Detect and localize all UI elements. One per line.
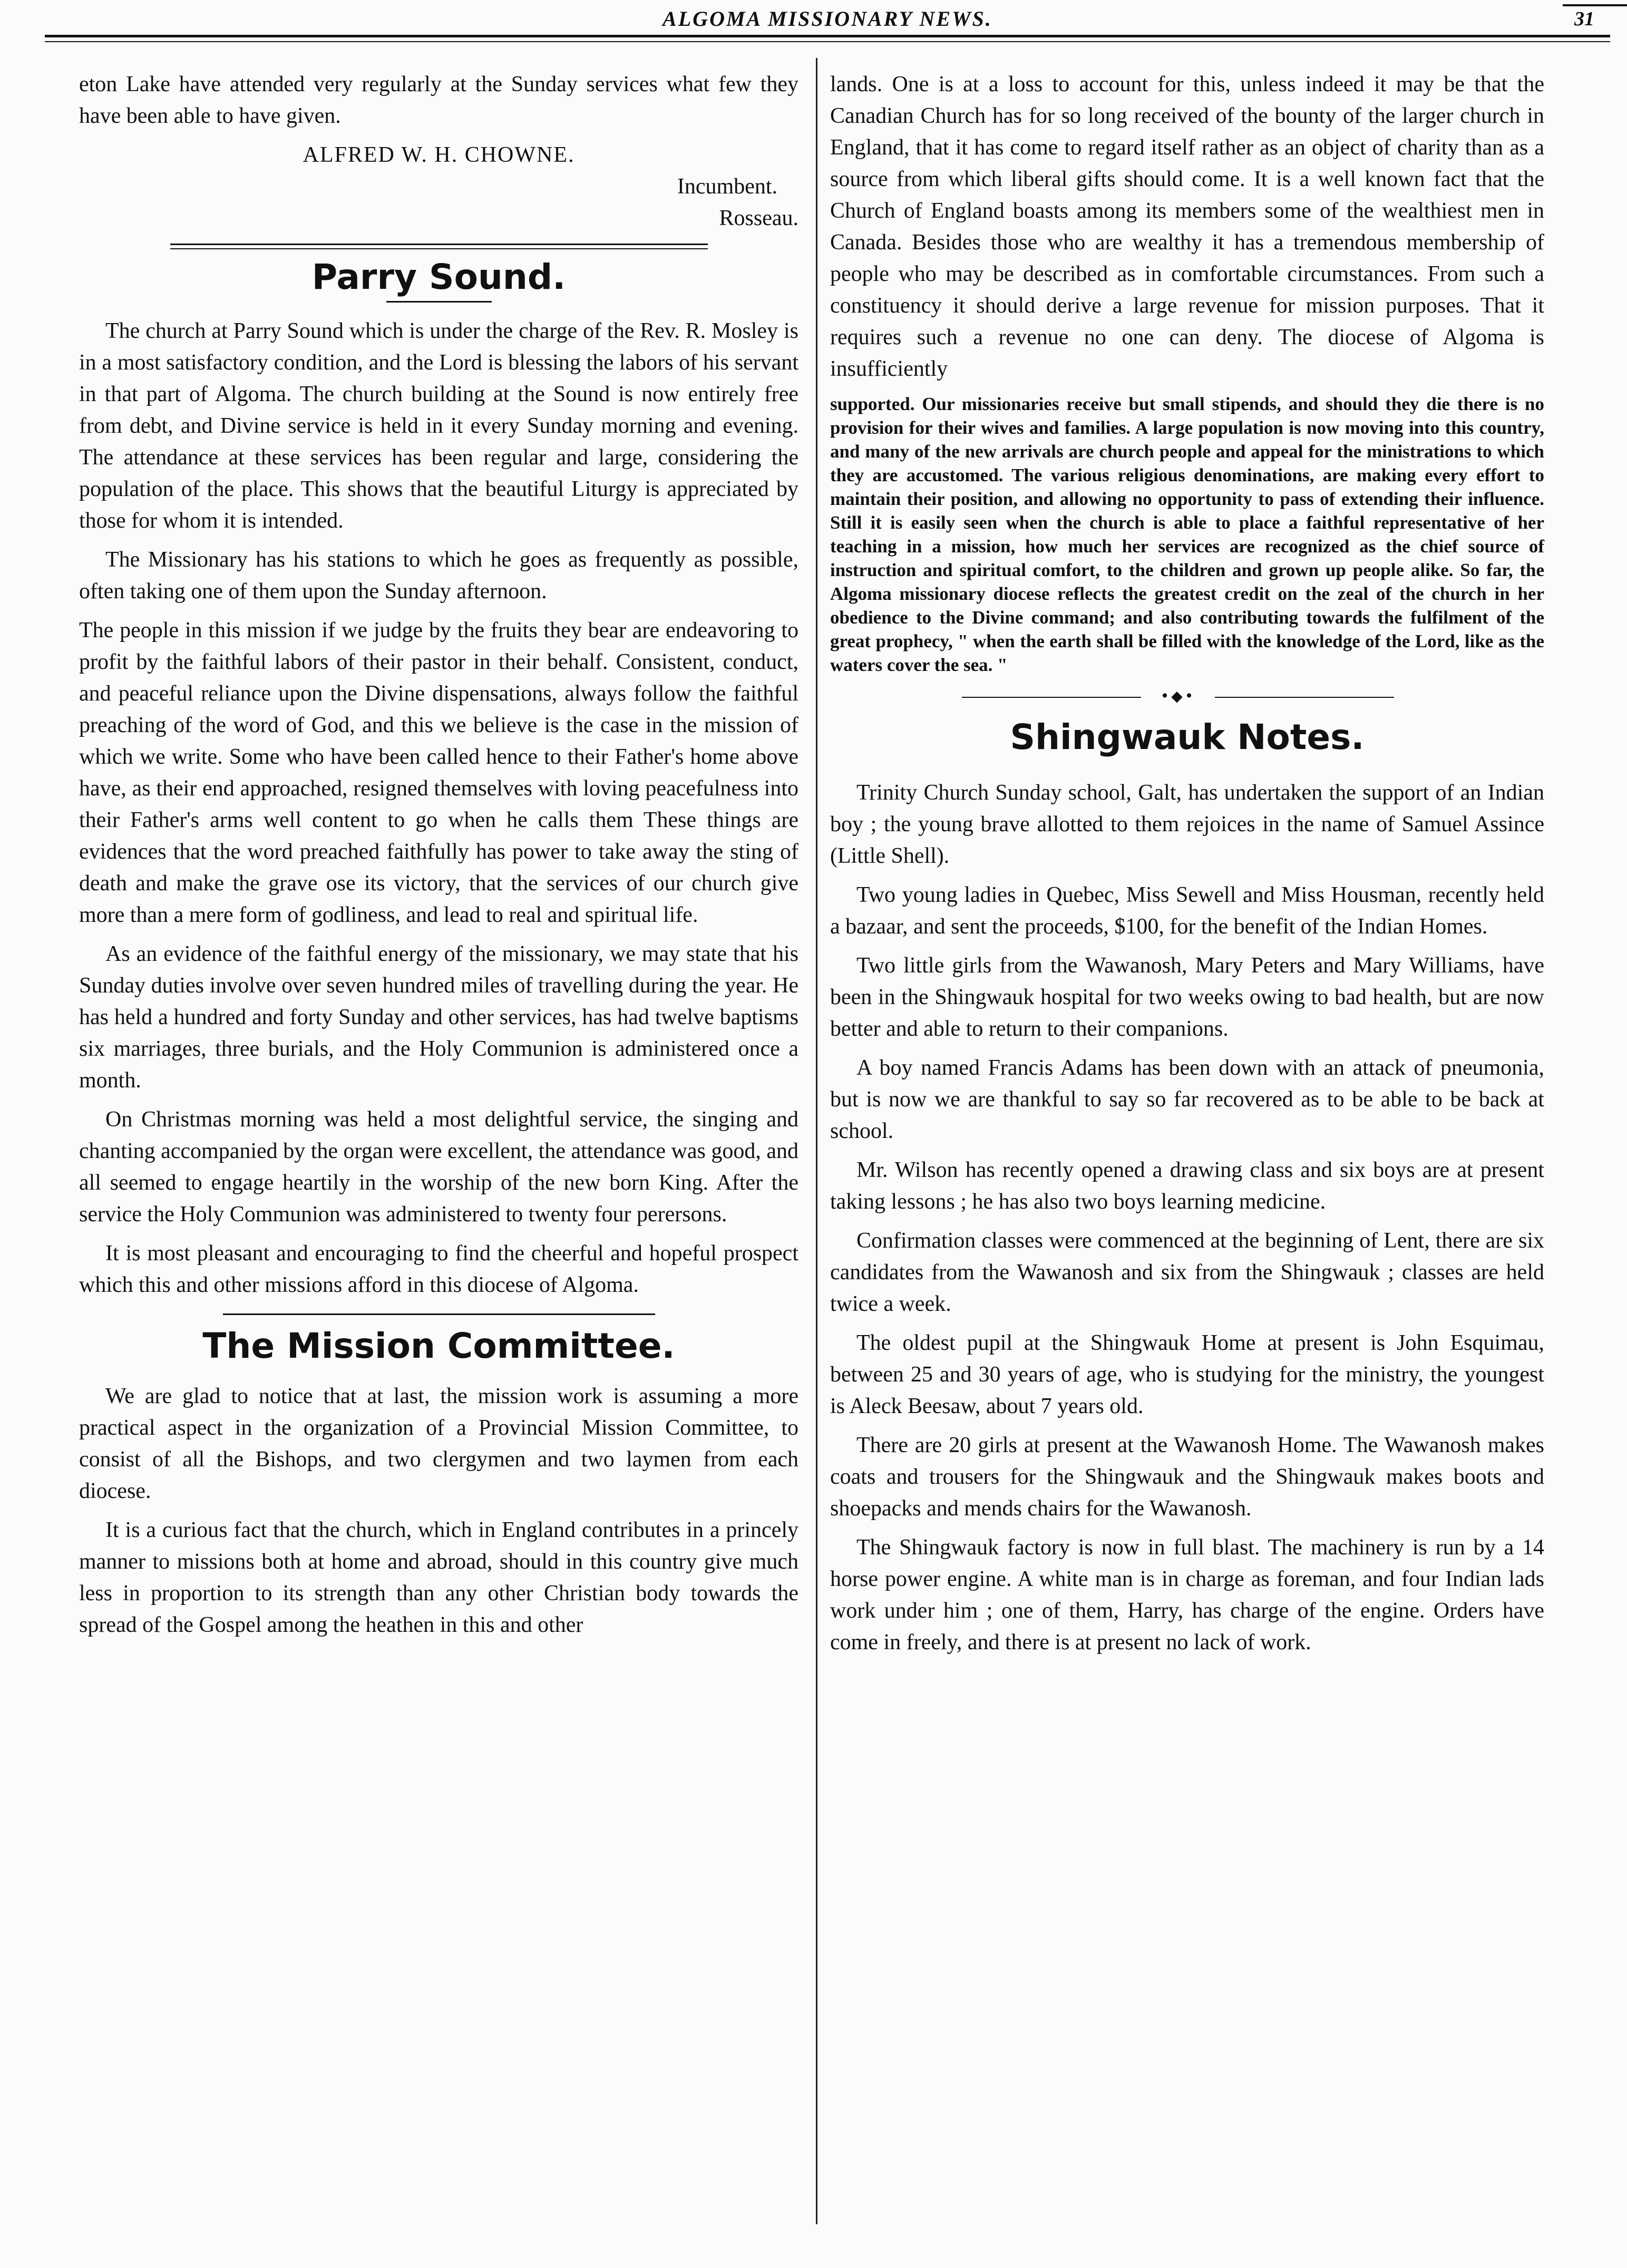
article-paragraph: It is most pleasant and encouraging to find the cheerful and hopeful prospect which this and other missions afford in this diocese of Algoma. — [79, 1241, 798, 1297]
section-rule — [170, 244, 708, 245]
article-paragraph: On Christmas morning was held a most delightful service, the singing and chanting accompanied by the organ were excellent, the attendance was good, and all seemed to engage heartily in the worship of the new born King. After the service the Holy Communion was administered to twenty four perersons. — [79, 1107, 798, 1227]
note-paragraph: There are 20 girls at present at the Wawanosh Home. The Wawanosh makes coats and trousers for the Shingwauk and the Shingwauk makes boots and shoepacks and mends chairs for the Wawanosh. — [830, 1433, 1544, 1521]
page-header — [50, 5, 1605, 32]
note-paragraph: Mr. Wilson has recently opened a drawing class and six boys are at present taking lessons ; he has also two boys learning medicine. — [830, 1158, 1544, 1214]
note-paragraph: Two little girls from the Wawanosh, Mary Peters and Mary Williams, have been in the Shingwauk hospital for two weeks owing to bad health, but are now better and able to return to their companions. — [830, 953, 1544, 1041]
shingwauk-notes-heading: Shingwauk Notes. — [1010, 717, 1365, 757]
article-paragraph: As an evidence of the faithful energy of the missionary, we may state that his Sunday duties involve over seven hundred miles of travelling during the year. He has held a hundred and forty Sunday and other services, has had twelve baptisms six marriages, three burials, and the Holy Communion is administered once a month. — [79, 942, 798, 1093]
header-rule-right — [1563, 4, 1627, 6]
left-column — [79, 69, 798, 1648]
note-paragraph: A boy named Francis Adams has been down with an attack of pneumonia, but is now we are thankful to say so far recovered as to be able to be back at school. — [830, 1056, 1544, 1143]
signature-role: Incumbent. — [677, 174, 777, 199]
note-paragraph: Two young ladies in Quebec, Miss Sewell and Miss Housman, recently held a bazaar, and sent the proceeds, $100, for the benefit of the Indian Homes. — [830, 883, 1544, 939]
right-column — [830, 69, 1544, 1666]
note-paragraph: The oldest pupil at the Shingwauk Home at present is John Esquimau, between 25 and 30 years of age, who is studying for the ministry, the youngest is Aleck Beesaw, about 7 years old. — [830, 1331, 1544, 1418]
continued-paragraph: lands. One is at a loss to account for this, unless indeed it may be that the Canadian Church has for so long received of the bounty of the larger church in England, that it has come to regard itself rather as an object of charity than as a source from which liberal gifts should come. It is a well known fact that the Church of England boasts among its members some of the wealthiest men in Canada. Besides those who are wealthy it has a tremendous membership of people who may be described as in comfortable circumstances. From such a constituency it should derive a large revenue for mission purposes. That it requires such a revenue no one can deny. The diocese of Algoma is insufficiently — [830, 72, 1544, 381]
continued-paragraph: eton Lake have attended very regularly at the Sunday services what few they have been able to have given. — [79, 72, 798, 128]
article-paragraph: We are glad to notice that at last, the mission work is assuming a more practical aspect in the organization of a Provincial Mission Committee, to consist of all the Bishops, and two clergymen and two laymen from each diocese. — [79, 1384, 798, 1503]
section-rule-thin — [170, 248, 708, 249]
mission-committee-heading: The Mission Committee. — [202, 1326, 675, 1366]
continued-paragraph-small: supported. Our missionaries receive but small stipends, and should they die there is no provision for their wives and families. A large population is now moving into this country, and many of the new arrivals are church people and appeal for the ministrations to which they are accustomed. The various religious denominations, are making every effort to maintain their position, and allowing no opportunity to pass of extending their influence. Still it is easily seen when the church is able to place a faithful representative of her teaching in a mission, how much her services are recognized as the chief source of instruction and spiritual comfort, to the children and grown up people alike. So far, the Algoma missionary diocese reflects the greatest credit on the zeal of the church in her obedience to the Divine command; and also contributing towards the fulfilment of the great prophecy, " when the earth shall be filled with the knowledge of the Lord, like as the waters cover the sea. " — [830, 394, 1544, 675]
parry-sound-heading: Parry Sound. — [311, 257, 566, 297]
ornament-icon: •◆• — [1141, 688, 1215, 704]
article-paragraph: The people in this mission if we judge by the fruits they bear are endeavoring to profit by the faithful labors of their pastor in their behalf. Consistent, conduct, and peaceful reliance upon the Divine dispensations, always follow the faithful preaching of the word of God, and this we believe is the case in the mission of which we write. Some who have been called hence to their Father's home above have, as their end approached, resigned themselves with loving peacefulness into their Father's arms well content to go when he calls them These things are evidences that the word preached faithfully has power to take away the sting of death and make the grave ose its victory, that the services of our church give more than a mere form of godliness, and lead to real and spiritual life. — [79, 618, 798, 927]
header-rule-thin — [45, 41, 1610, 42]
section-rule — [223, 1313, 655, 1315]
note-paragraph: The Shingwauk factory is now in full blast. The machinery is run by a 14 horse power engine. A white man is in charge as foreman, and four Indian lads work under him ; one of them, Harry, has charge of the engine. Orders have come in freely, and there is at present no lack of work. — [830, 1535, 1544, 1654]
signature-name: ALFRED W. H. CHOWNE. — [303, 143, 575, 167]
note-paragraph: Trinity Church Sunday school, Galt, has undertaken the support of an Indian boy ; the young brave allotted to them rejoices in the name of Samuel Assince (Little Shell). — [830, 781, 1544, 868]
signature-place: Rosseau. — [719, 206, 798, 230]
newspaper-title: ALGOMA MISSIONARY NEWS. — [663, 6, 992, 31]
article-paragraph: It is a curious fact that the church, which in England contributes in a princely manner to missions both at home and abroad, should in this country give much less in proportion to its strength than any other Christian body towards the spread of the Gospel among the heathen in this and other — [79, 1518, 798, 1637]
ornament-divider — [830, 684, 1544, 710]
heading-underline — [386, 301, 492, 303]
article-paragraph: The church at Parry Sound which is under the charge of the Rev. R. Mosley is in a most satisfactory condition, and the Lord is blessing the labors of his servant in that part of Algoma. The church building at the Sound is now entirely free from debt, and Divine service is held in it every Sunday morning and evening. The attendance at these services has been regular and large, considering the population of the place. This shows that the beautiful Liturgy is appreciated by those for whom it is intended. — [79, 319, 798, 533]
header-rule — [45, 35, 1610, 37]
page-number: 31 — [1574, 8, 1594, 30]
note-paragraph: Confirmation classes were commenced at the beginning of Lent, there are six candidates from the Wawanosh and six from the Shingwauk ; classes are held twice a week. — [830, 1229, 1544, 1316]
article-paragraph: The Missionary has his stations to which he goes as frequently as possible, often taking one of them upon the Sunday afternoon. — [79, 548, 798, 603]
column-divider — [816, 58, 817, 2224]
